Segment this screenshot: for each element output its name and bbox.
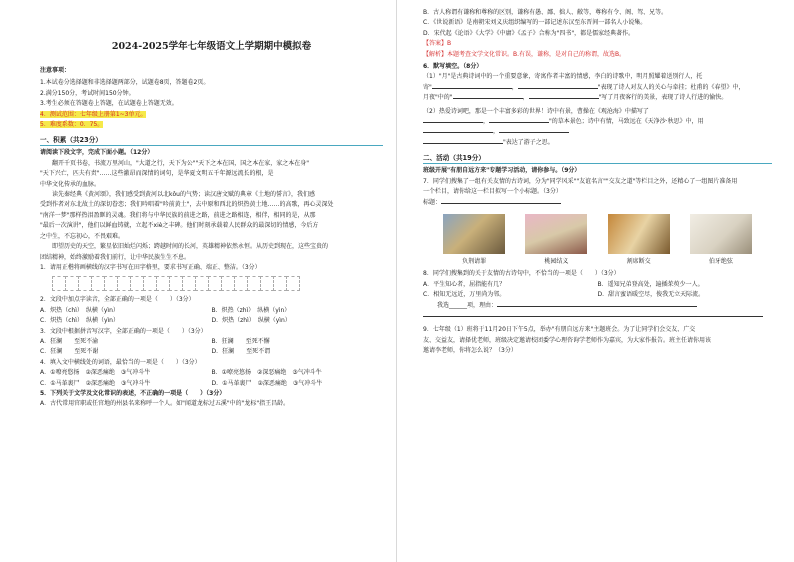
q9-line-2: 友、交益友，请择优老师，班级决定邀请校团委学心理咨询学老师作为嘉宾，为大家作报告。班主任请你用该 bbox=[423, 336, 712, 344]
painting-image bbox=[690, 214, 752, 254]
picture-card bbox=[443, 214, 505, 267]
painting-image bbox=[525, 214, 587, 254]
note-3: 3.考生必须在答题卷上答题，在试题卷上答题无效。 bbox=[40, 100, 178, 108]
q3-option-a[interactable]: A．狂澜 至死不渝 bbox=[40, 337, 99, 345]
q4-option-b[interactable]: B．①嘹亮悠扬 ②深恶痛绝 ③气冲斗牛 bbox=[211, 369, 322, 377]
picture-card bbox=[608, 214, 670, 267]
picture-caption: 负荆请罪 bbox=[462, 257, 487, 265]
q2-option-d[interactable]: D．炽热（zhì） 纵横（yìn） bbox=[211, 317, 291, 325]
notes-heading: 注意事项： bbox=[40, 67, 71, 74]
q7-title-label: 标题： bbox=[423, 198, 442, 206]
painting-image bbox=[443, 214, 505, 254]
q6-blank-6[interactable] bbox=[489, 122, 549, 123]
section2-heading: 二、活动（共19分） bbox=[423, 150, 772, 164]
q4-option-a[interactable]: A．①嘹亮悠扬 ②深恶痛绝 ③气冲斗牛 bbox=[40, 369, 151, 377]
q8-option-b[interactable]: B．遥知兄弟登高处，遍插茱萸少一人。 bbox=[597, 280, 704, 288]
note-5: 5．难度系数：0．75。 bbox=[40, 121, 104, 129]
q6-blank-9[interactable] bbox=[423, 143, 503, 144]
section1-heading: 一、积累（共23分） bbox=[40, 132, 383, 146]
q6-line-1c: "表现了诗人对友人的关心与牵挂；杜甫的《春望》中， bbox=[597, 83, 745, 91]
q6-blank-4[interactable] bbox=[529, 98, 599, 99]
passage-line-10: 团结精神，始终激励着我们前行，让中华民族生生不息。 bbox=[40, 253, 191, 261]
picture-caption: 割席断交 bbox=[626, 257, 651, 265]
q6-line-1b: 寄" bbox=[423, 83, 432, 91]
q2-option-a[interactable]: A．炽热（chì） 纵横（yìn） bbox=[40, 306, 119, 314]
passage-line-4: 读先秦经典《黄河颂》，我们感受到黄河以北kǒu的气势；读汉唐文赋的典章《土地的誓言》，我们感 bbox=[52, 191, 315, 199]
q9-line-3: 邀请李老师，你将怎么说？（3分） bbox=[423, 347, 517, 355]
q6-blank-8[interactable] bbox=[499, 132, 569, 133]
q6-blank-5[interactable] bbox=[423, 122, 483, 123]
analysis: 【解析】本题考查文学文化常识。B.有误，谦称，是对自己的称谓，故选B。 bbox=[423, 50, 626, 58]
question-2: 2．文段中加点字读音，全部正确的一项是（ ）（3分） bbox=[40, 296, 195, 304]
q8-reason-blank[interactable] bbox=[497, 306, 697, 307]
q5-option-d[interactable]: D．宋代起《论语》《大学》《中庸》《孟子》合称为"四书"，都是儒家经典著作。 bbox=[423, 29, 635, 37]
passage-line-3: 中华文化传承的血脉。 bbox=[40, 180, 101, 188]
right-page: B．古人称谓有谦称和尊称的区别，谦称有愚、鄙、拙人、敝等，尊称有令、阁、驾、兄等。 C．《世说新语》是南朝宋刘义庆组织编写的一部记述东汉至东晋间一部名人小说集。 D．宋代起《论语》《大学》《中庸》《孟子》合称为"四书"，都是儒家经典著作。 【答案】B 【解析】本题考查文学文化常识。B.有误，谦称，是对自己的称谓，故选B。 6．默写填空。（8分） （1）"月"是古典诗词中的一个重要意象，寄寓作者丰富的情感，李白的诗歌中，明月照耀着送别行人，托 寄" ， "表现了诗人对友人的关心与牵挂；杜甫的《春望》中， 月夜"中的" ， "写了月夜客行的美景，表现了诗人行进的愉快。 （2）热爱诗词吧，那是一个丰富多彩的世界！诗中有景，曹操在《观沧海》中描写了 ， "的草本景色；诗中有情，马致远在《天净沙·秋思》中，用 ， "表达了游子之思。 二、活动（共19分） 班级开展"有朋自远方来"专题学习活动，请你参与。（9分） 7．同学们搜集了一组有关友情的古诗词，分为"同学风采""友谊名言""交友之道"等栏目之外，还精心了一组图片准备用 一个栏目，请你给这一栏目拟写一个小标题。（3分） 标题： 负荆请罪 桃园结义 割席断交 伯牙绝弦 8．同学们搜集到的关于友情的古诗句中，不恰当的一项是（ ）（3分） A．平生知心者，屈指能有几？ B．遥知兄弟登高处，遍插茱萸少一人。 C．相知无远近，万里尚为邻。 D．甜言蜜语暖空尽，俊我无立天际流。 我选______项，理由： 9．七年级（1）班将于11月20日下午5点，举办"有朋自远方来"主题班会。为了让同学们会交友、广交 友、交益友，请择优老师，班级决定邀请校团委学心理咨询学老师作为嘉宾，为大家作报告。班主任请你用该 邀请李老师，你将怎么说？（3分） bbox=[397, 0, 794, 562]
q6-line-1e: "写了月夜客行的美景，表现了诗人行进的愉快。 bbox=[598, 94, 728, 102]
q6-blank-2[interactable] bbox=[518, 88, 598, 89]
question-5: 5．下列关于文学及文化常识的表述，不正确的一项是（ ）（3分） bbox=[40, 389, 226, 397]
q6-line-2b: "的草本景色；诗中有情，马致远在《天净沙·秋思》中，用 bbox=[549, 118, 704, 126]
answer: 【答案】B bbox=[423, 40, 452, 48]
q8-choice-label: 我选______项，理由： bbox=[437, 301, 498, 309]
q3-option-c[interactable]: C．狂澜 至死不谢 bbox=[40, 348, 99, 356]
question-6: 6．默写填空。（8分） bbox=[423, 63, 483, 71]
writing-grid[interactable] bbox=[52, 276, 383, 291]
q7-line-a: 7．同学们搜集了一组有关友情的古诗词，分为"同学风采""友谊名言""交友之道"等栏目之外，还精心了一组图片准备用 bbox=[423, 177, 738, 185]
passage-line-5: 受到作者对东北故土的深切眷恋；我们吟唱着"吟前黄土"，去中原和西北的炽热黄土地……的高歌，再心灵深处 bbox=[40, 201, 334, 209]
q8-option-a[interactable]: A．平生知心者，屈指能有几？ bbox=[423, 280, 506, 288]
question-1: 1．请用正楷将画横线的汉字书写在田字格里，要求书写正确、端正、整洁。（3分） bbox=[40, 263, 261, 271]
note-4: 4．测试范围：七年级上册第1~3单元。 bbox=[40, 110, 147, 118]
note-1: 1.本试卷分选择题和非选择题两部分，试题卷8页，答题卷2页。 bbox=[40, 79, 210, 87]
q5-option-b[interactable]: B．古人称谓有谦称和尊称的区别，谦称有愚、鄙、拙人、敝等，尊称有令、阁、驾、兄等。 bbox=[423, 9, 668, 16]
picture-caption: 桃园结义 bbox=[544, 257, 569, 265]
q6-line-1d: 月夜"中的" bbox=[423, 94, 453, 102]
q6-line-2a: （2）热爱诗词吧，那是一个丰富多彩的世界！诗中有景，曹操在《观沧海》中描写了 bbox=[423, 107, 649, 115]
q3-option-d[interactable]: D．狂澜 至死不谓 bbox=[211, 348, 271, 356]
q7-title-blank[interactable] bbox=[441, 203, 561, 204]
passage-line-8: 之中生，不忘初心，不畏艰难。 bbox=[40, 232, 125, 240]
exam-title: 2024-2025学年七年级语文上学期期中模拟卷 bbox=[111, 41, 312, 52]
q6-blank-1[interactable] bbox=[432, 88, 512, 89]
q6-blank-3[interactable] bbox=[453, 98, 523, 99]
section1-intro: 请阅读下段文字，完成下面小题。（12分） bbox=[40, 149, 154, 157]
passage-line-2: "天下兴亡，匹夫有责"……这些激昂而深情的词句，是华夏文明五千年源远流长的根，是 bbox=[40, 170, 274, 178]
picture-card bbox=[525, 214, 587, 267]
note-2: 2.满分150分，考试时间150分钟。 bbox=[40, 89, 135, 97]
q8-option-c[interactable]: C．相知无远近，万里尚为邻。 bbox=[423, 291, 506, 299]
q6-line-2c: "表达了游子之思。 bbox=[503, 138, 554, 146]
q8-option-d[interactable]: D．甜言蜜语暖空尽，俊我无立天际流。 bbox=[597, 291, 705, 299]
picture-caption: 伯牙绝弦 bbox=[708, 257, 733, 265]
q8-reason-blank-2[interactable] bbox=[423, 316, 763, 317]
passage-line-9: 即望历史的天空，繁星依旧灿烂闪烁；跨越时间的长河，英雄精神依然永恒。从历史到现在，这些宝贵的 bbox=[52, 243, 329, 251]
story-images bbox=[433, 214, 762, 267]
question-4: 4．填入文中横线处的词语，最恰当的一项是（ ）（3分） bbox=[40, 358, 201, 366]
picture-card bbox=[690, 214, 752, 267]
q4-option-c[interactable]: C．①马革裹尸 ②深恶痛绝 ③气冲斗牛 bbox=[40, 379, 151, 387]
q5-option-a[interactable]: A．古代常用官职或任官地的州县名来称呼一个人。如"闻道龙标过五溪"中的"龙标"指王昌龄。 bbox=[40, 400, 290, 408]
passage-line-6: "南洋一梦"那样热泪盈眶的灵魂。我们将与中华民族的前进之路，前进之路相连，相伴，相同的是，从那 bbox=[40, 211, 316, 219]
q7-line-b: 一个栏目，请你给这一栏目拟写一个小标题。（3分） bbox=[423, 188, 562, 196]
q2-option-b[interactable]: B．炽热（zhì） 纵横（yìn） bbox=[211, 306, 291, 314]
q2-option-c[interactable]: C．炽热（chì） 纵横（yìn） bbox=[40, 317, 119, 325]
passage-line-7: "最后一次演讲"，他们以鲜血铸就，立起不xiè之丰碑。他们时刻承载着人民群众的最深切的情感，今后方 bbox=[40, 222, 319, 230]
painting-image bbox=[608, 214, 670, 254]
q6-line-1a: （1）"月"是古典诗词中的一个重要意象，寄寓作者丰富的情感，李白的诗歌中，明月照耀着送别行人，托 bbox=[423, 73, 703, 81]
section2-intro: 班级开展"有朋自远方来"专题学习活动，请你参与。（9分） bbox=[423, 167, 581, 175]
q5-option-c[interactable]: C．《世说新语》是南朝宋刘义庆组织编写的一部记述东汉至东晋间一部名人小说集。 bbox=[423, 19, 647, 27]
question-3: 3．文段中根据拼音写汉字，全部正确的一项是（ ）（3分） bbox=[40, 327, 207, 335]
passage-line-1: 翻开千页书卷，书流万里河山，"大道之行，天下为公""天下之本在国，国之本在家，家之本在身" bbox=[52, 159, 310, 167]
question-8: 8．同学们搜集到的关于友情的古诗句中，不恰当的一项是（ ）（3分） bbox=[423, 270, 620, 278]
q6-blank-7[interactable] bbox=[423, 132, 493, 133]
q4-option-d[interactable]: D．①马革裹尸 ②深恶痛绝 ③气冲斗牛 bbox=[211, 379, 323, 387]
q3-option-b[interactable]: B．狂澜 至死不懈 bbox=[211, 337, 270, 345]
q9-line-1: 9．七年级（1）班将于11月20日下午5点，举办"有朋自远方来"主题班会。为了让同学们会交友、广交 bbox=[423, 326, 696, 334]
